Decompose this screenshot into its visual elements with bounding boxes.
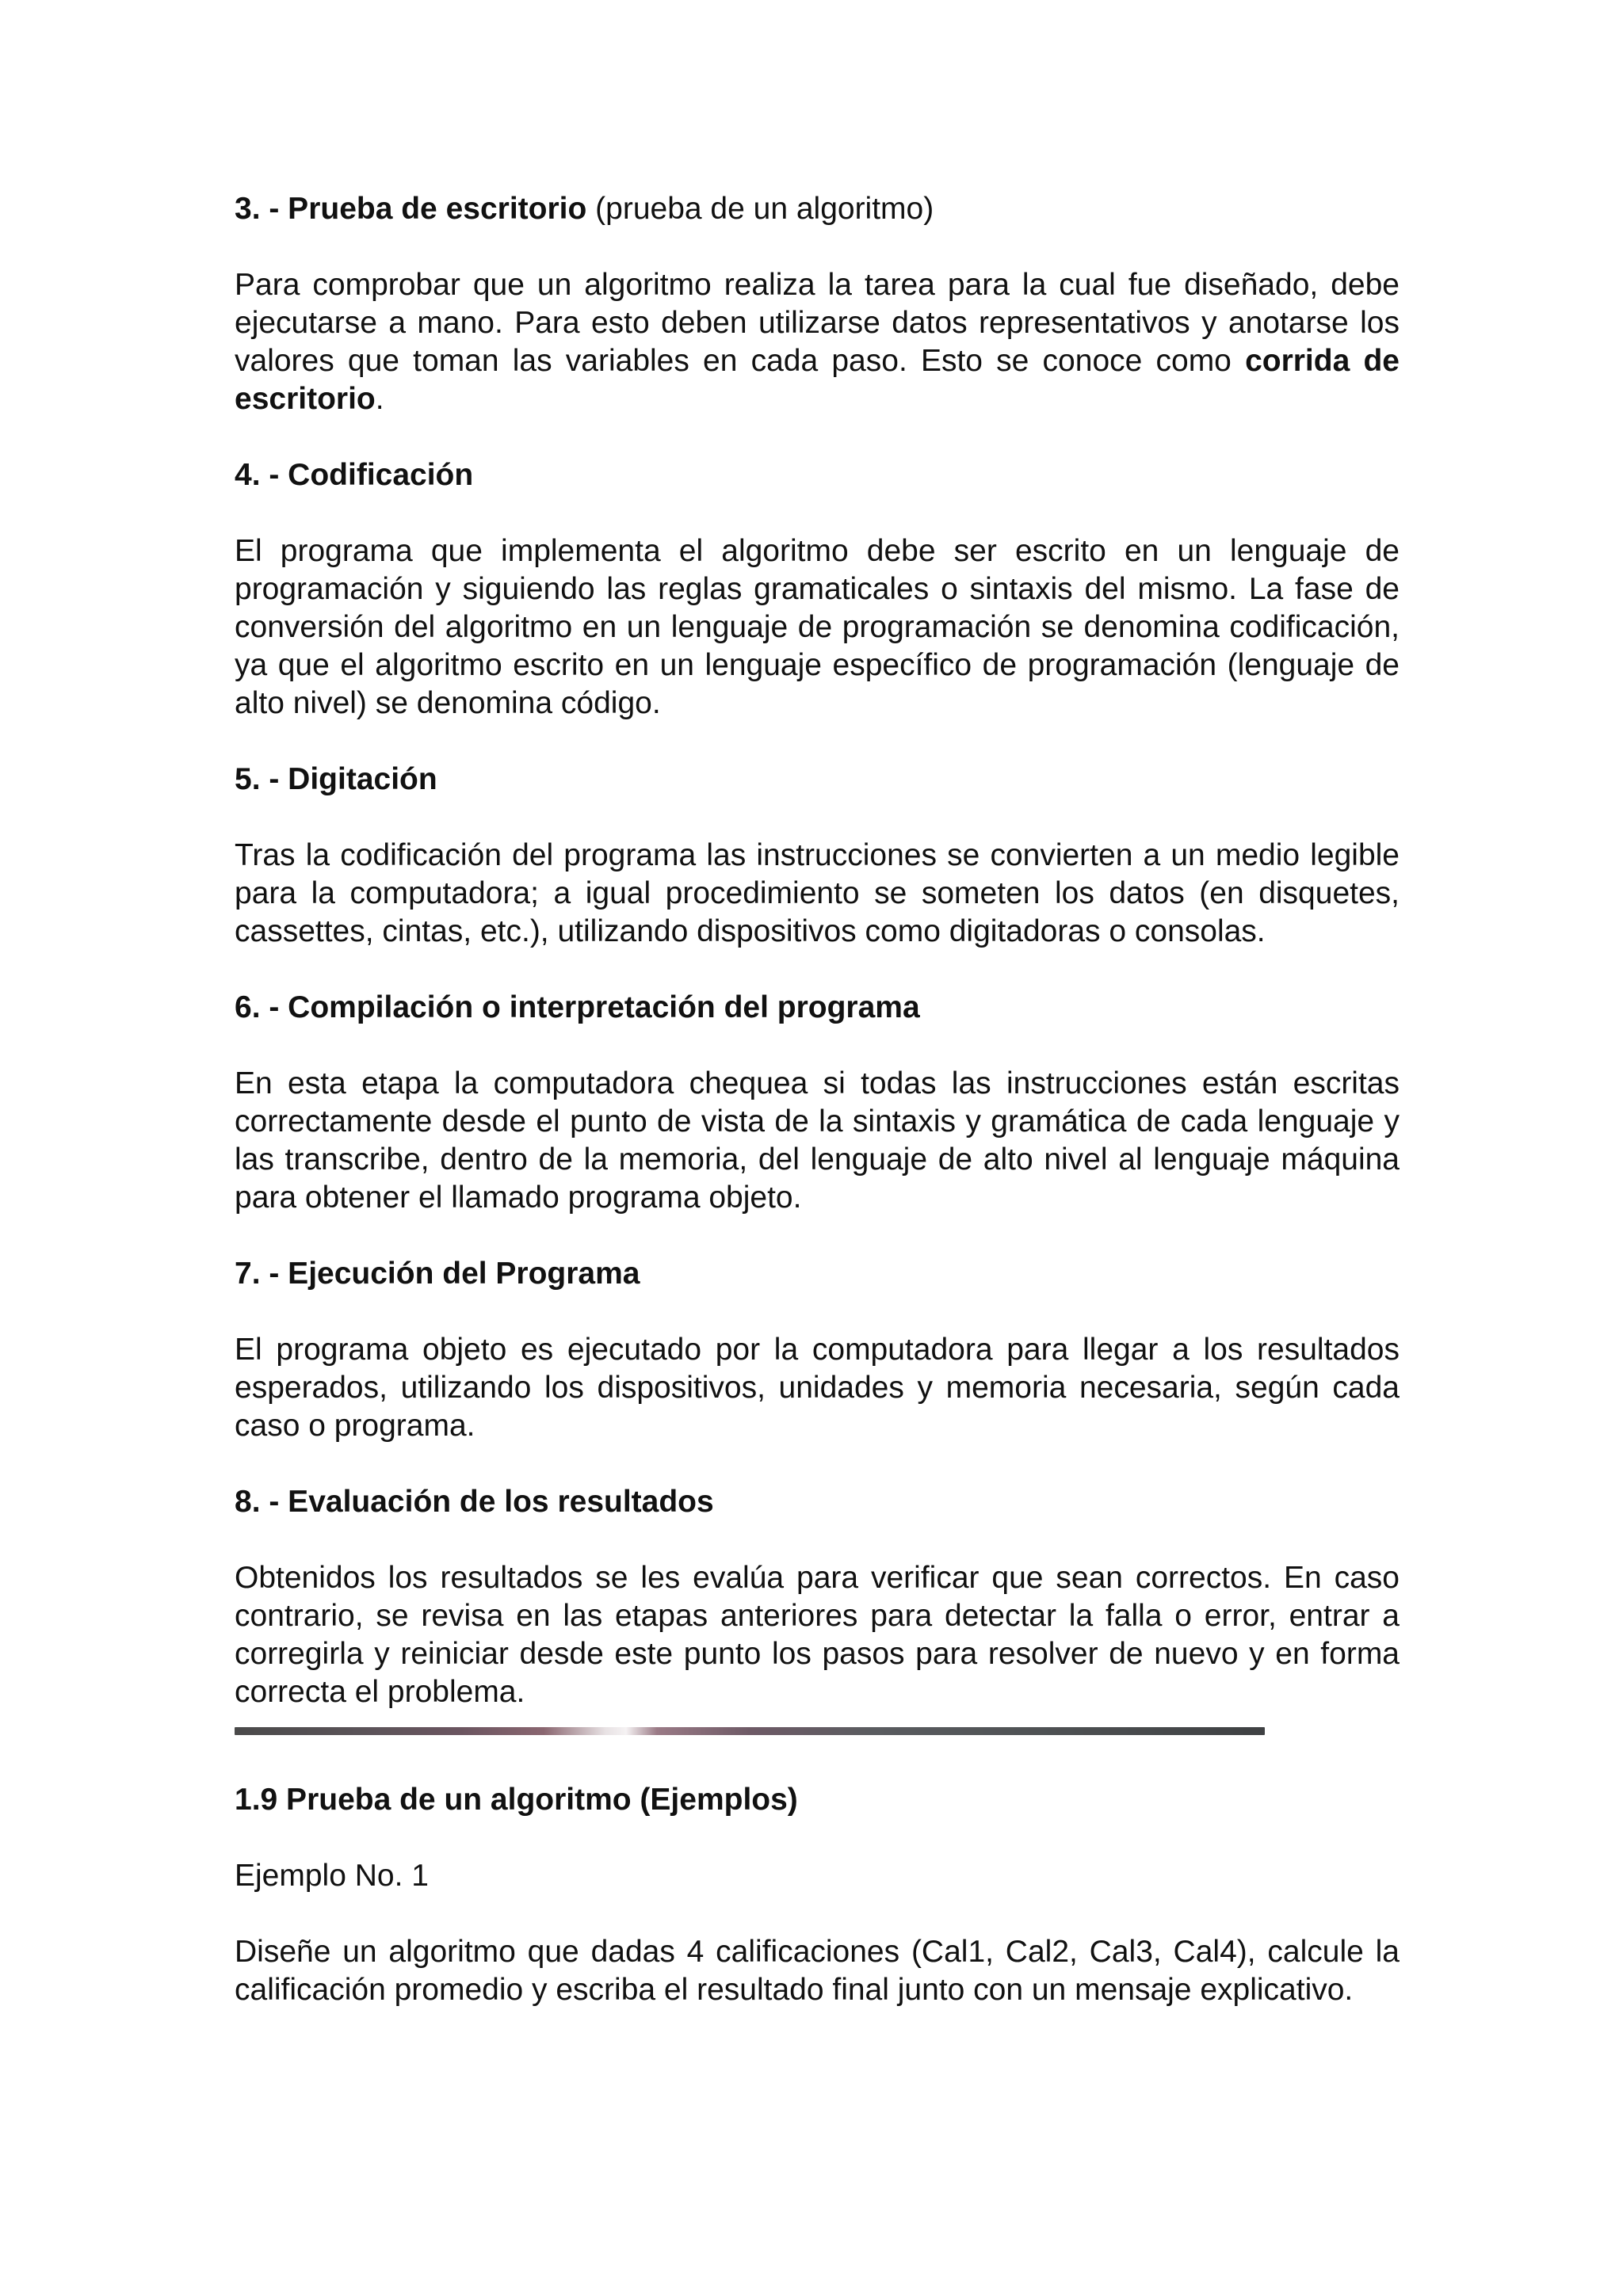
example-text: Diseñe un algoritmo que dadas 4 calificaciones (Cal1, Cal2, Cal3, Cal4), calcule la calificación promedio y escriba el resultado final junto con un mensaje explicativo.	[235, 1935, 1400, 2007]
section-8-paragraph: Obtenidos los resultados se les evalúa para verificar que sean correctos. En caso contrario, se revisa en las etapas anteriores para detectar la falla o error, entrar a corregirla y reiniciar desde este punto los pasos para resolver de nuevo y en forma correcta el problema.	[235, 1561, 1400, 1709]
example-label: Ejemplo No. 1	[235, 1859, 429, 1893]
section-7-paragraph: El programa objeto es ejecutado por la computadora para llegar a los resultados esperados, utilizando los dispositivos, unidades y memoria necesaria, según cada caso o programa.	[235, 1333, 1400, 1443]
section-7-heading-bold: 7. - Ejecución del Programa	[235, 1257, 640, 1291]
section-3-text-2: .	[375, 382, 384, 416]
section-6-heading-bold: 6. - Compilación o interpretación del programa	[235, 990, 920, 1024]
decorative-divider	[235, 1727, 1265, 1735]
document-page	[235, 190, 1400, 2009]
section-8-heading-bold: 8. - Evaluación de los resultados	[235, 1485, 714, 1519]
section-4-paragraph: El programa que implementa el algoritmo debe ser escrito en un lenguaje de programación y siguiendo las reglas gramaticales o sintaxis del mismo. La fase de conversión del algoritmo en un lenguaje de programación se denomina codificación, ya que el algoritmo escrito en un lenguaje específico de programación (lenguaje de alto nivel) se denomina código.	[235, 534, 1400, 720]
section-5-heading	[235, 761, 1400, 799]
section-3-paragraph	[235, 266, 1400, 418]
section-6-heading	[235, 989, 1400, 1027]
section-3-heading-bold: 3. - Prueba de escritorio	[235, 192, 587, 226]
section-3-text-bold: corrida de escritorio	[235, 344, 1400, 416]
section-19-title: 1.9 Prueba de un algoritmo (Ejemplos)	[235, 1783, 798, 1817]
section-8-heading	[235, 1483, 1400, 1521]
section-4-heading	[235, 456, 1400, 494]
section-5-paragraph: Tras la codificación del programa las instrucciones se convierten a un medio legible para la computadora; a igual procedimiento se someten los datos (en disquetes, cassettes, cintas, etc.), utilizando dispositivos como digitadoras o consolas.	[235, 838, 1400, 948]
section-5-heading-bold: 5. - Digitación	[235, 762, 437, 796]
section-3-text-1: Para comprobar que un algoritmo realiza la tarea para la cual fue diseñado, debe ejecutarse a mano. Para esto deben utilizarse datos representativos y anotarse los valores que toman las variables en cada paso. Esto se conoce como	[235, 268, 1400, 378]
section-6-paragraph: En esta etapa la computadora chequea si todas las instrucciones están escritas correctamente desde el punto de vista de la sintaxis y gramática de cada lenguaje y las transcribe, dentro de la memoria, del lenguaje de alto nivel al lenguaje máquina para obtener el llamado programa objeto.	[235, 1066, 1400, 1215]
section-3-heading-rest: (prueba de un algoritmo)	[586, 192, 934, 226]
section-7-heading	[235, 1255, 1400, 1293]
section-3-heading	[235, 190, 1400, 228]
section-4-heading-bold: 4. - Codificación	[235, 458, 474, 492]
